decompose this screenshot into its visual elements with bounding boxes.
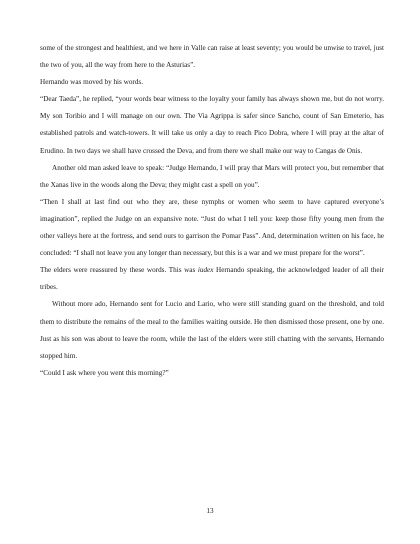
paragraph-6-part-1: The elders were reassured by these words. This was xyxy=(40,266,198,275)
paragraph-3: “Dear Taeda”, he replied, “your words bear witness to the loyalty your family has always shown me, but do not worry. My son Toribio and I will manage on our own. The Via Agrippa is safer since Sancho, count of San Emeterio, has established patrols and watch-towers. It will take us only a day to reach Pico Dobra, where I will pray at the altar of Erudino. In two days we shall have crossed the Deva, and from there we shall make our way to Cangas de Onis. xyxy=(40,95,384,155)
paragraph-8: “Could I ask where you went this morning?” xyxy=(40,368,169,377)
iudex-term: iudex xyxy=(197,266,214,275)
paragraph-6-part-3: Hernando speaking, the acknowledged leader of all their tribes. xyxy=(40,266,384,292)
paragraph-7: Without more ado, Hernando sent for Lucio and Lario, who were still standing guard on the threshold, and told them to distribute the remains of the meal to the families waiting outside. He then dismissed those present, one by one. Just as his son was about to leave the room, while the last of the elders were still chatting with the servants, Hernando stopped him. xyxy=(40,300,384,360)
paragraph-6 xyxy=(40,262,384,296)
paragraph-1: some of the strongest and healthiest, and we here in Valle can raise at least seventy; you would be unwise to travel, just the two of you, all the way from here to the Asturias”. xyxy=(40,44,384,70)
page-number: 13 xyxy=(206,507,214,515)
paragraph-2: Hernando was moved by his words. xyxy=(40,78,144,87)
body-text xyxy=(40,40,384,382)
paragraph-4: Another old man asked leave to speak: “Judge Hernando, I will pray that Mars will protect you, but remember that the Xanas live in the woods along the Deva; they might cast a spell on you”. xyxy=(40,163,384,189)
paragraph-5: “Then I shall at last find out who they are, these nymphs or women who seem to have captured everyone’s imagination”, replied the Judge on an expansive note. “Just do what I tell you: keep those fifty young men from the other valleys here at the fortress, and send ours to garrison the Pomar Pass”. And, determination written on his face, he concluded: “I shall not leave you any longer than necessary, but this is a war and we must prepare for the worst”. xyxy=(40,197,384,258)
